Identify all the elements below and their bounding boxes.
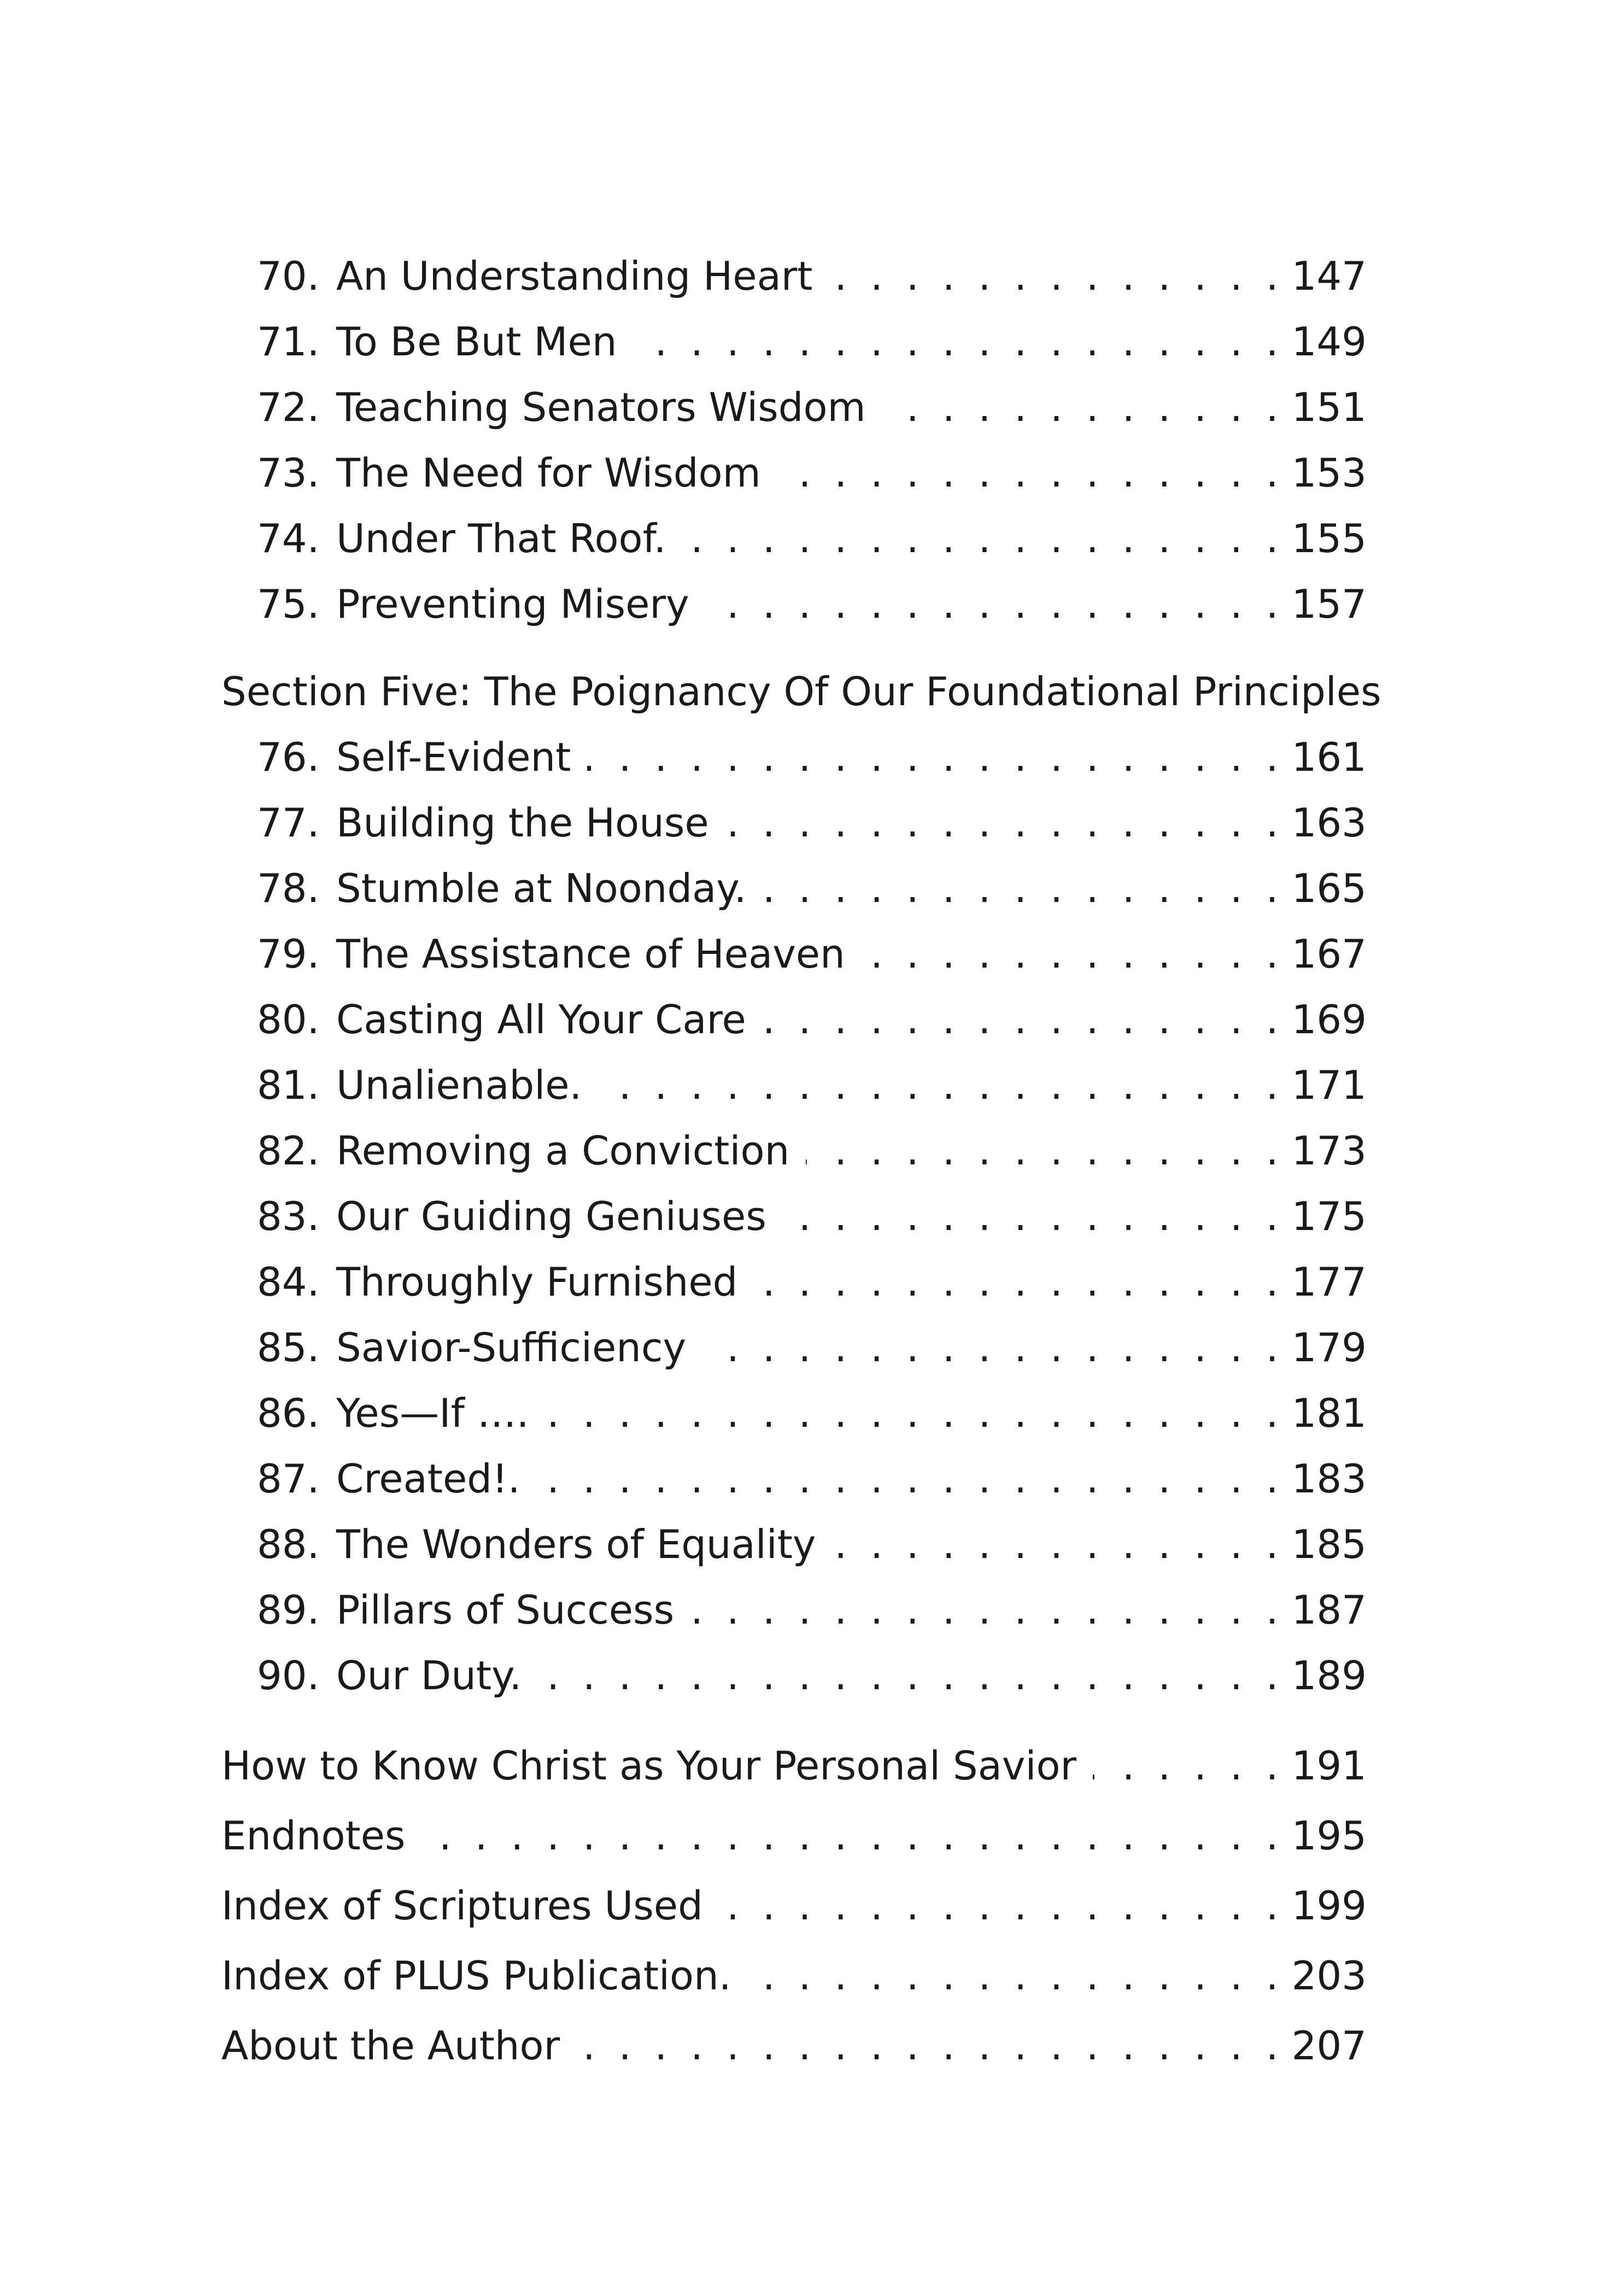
back-matter-page-number: 207	[1291, 2023, 1367, 2069]
toc-entry	[257, 727, 1367, 787]
entry-page-number: 187	[1291, 1587, 1367, 1633]
entry-page-number: 179	[1291, 1325, 1367, 1370]
toc-entry	[257, 1055, 1367, 1115]
entry-title: Our Guiding Geniuses	[336, 1193, 766, 1239]
entry-number: 72.	[257, 384, 320, 430]
entry-title: Preventing Misery	[336, 581, 689, 627]
back-matter-title: How to Know Christ as Your Personal Savior	[221, 1743, 1077, 1789]
toc-entry	[257, 1645, 1367, 1706]
dot-leader	[783, 1186, 1284, 1246]
toc-entry	[257, 989, 1367, 1050]
dot-leader	[683, 508, 1284, 569]
entry-number: 73.	[257, 450, 320, 496]
toc-entry	[257, 574, 1367, 634]
toc-entry	[257, 377, 1367, 437]
entry-title: Created!.	[336, 1456, 520, 1502]
toc-back-matter-entry	[221, 1946, 1367, 2006]
back-matter-page-number: 195	[1291, 1813, 1367, 1859]
back-matter-title: Index of Scriptures Used	[221, 1883, 703, 1929]
dot-leader	[763, 989, 1284, 1050]
back-matter-title: About the Author	[221, 2023, 560, 2069]
back-matter-page-number: 199	[1291, 1883, 1367, 1929]
toc-entry	[257, 924, 1367, 984]
entry-page-number: 149	[1291, 319, 1367, 365]
entry-title: To Be But Men	[336, 319, 617, 365]
section-heading: Section Five: The Poignancy Of Our Foundational Principles	[221, 669, 1381, 714]
dot-leader	[777, 443, 1284, 503]
dot-leader	[833, 1514, 1284, 1574]
toc-entry	[257, 246, 1367, 306]
entry-number: 76.	[257, 734, 320, 780]
dot-leader	[754, 1252, 1284, 1312]
dot-leader	[719, 1876, 1284, 1936]
entry-number: 88.	[257, 1521, 320, 1567]
entry-number: 78.	[257, 865, 320, 911]
dot-leader	[537, 1449, 1284, 1509]
dot-leader	[422, 1806, 1284, 1866]
entry-number: 89.	[257, 1587, 320, 1633]
entry-number: 81.	[257, 1062, 320, 1108]
toc-entry	[257, 1121, 1367, 1181]
dot-leader	[806, 1121, 1284, 1181]
entry-number: 85.	[257, 1325, 320, 1370]
entry-number: 75.	[257, 581, 320, 627]
entry-page-number: 155	[1291, 516, 1367, 561]
entry-title: Our Duty.	[336, 1653, 522, 1698]
entry-number: 90.	[257, 1653, 320, 1698]
entry-title: Under That Roof.	[336, 516, 666, 561]
entry-number: 77.	[257, 800, 320, 846]
toc-entry	[257, 1186, 1367, 1246]
entry-page-number: 171	[1291, 1062, 1367, 1108]
entry-page-number: 185	[1291, 1521, 1367, 1567]
dot-leader	[882, 377, 1284, 437]
entry-title: Removing a Conviction	[336, 1128, 790, 1174]
entry-page-number: 169	[1291, 997, 1367, 1042]
toc-back-matter-entry	[221, 2016, 1367, 2076]
entry-title: Building the House	[336, 800, 709, 846]
toc-entry	[257, 443, 1367, 503]
entry-title: Teaching Senators Wisdom	[336, 384, 866, 430]
entry-number: 83.	[257, 1193, 320, 1239]
entry-number: 84.	[257, 1259, 320, 1305]
entry-title: Self-Evident	[336, 734, 571, 780]
toc-entry	[257, 1449, 1367, 1509]
dot-leader	[546, 1383, 1284, 1443]
toc-entry	[257, 1514, 1367, 1574]
entry-page-number: 147	[1291, 253, 1367, 299]
entry-title: The Wonders of Equality	[336, 1521, 816, 1567]
entry-page-number: 181	[1291, 1390, 1367, 1436]
entry-number: 82.	[257, 1128, 320, 1174]
dot-leader	[829, 246, 1284, 306]
dot-leader	[576, 2016, 1284, 2076]
entry-title: Savior-Sufficiency	[336, 1325, 687, 1370]
dot-leader	[690, 1580, 1284, 1640]
entry-page-number: 175	[1291, 1193, 1367, 1239]
toc-entry	[257, 1317, 1367, 1378]
dot-leader	[725, 793, 1284, 853]
entry-title: Throughly Furnished	[336, 1259, 738, 1305]
dot-leader	[598, 1055, 1284, 1115]
entry-title: The Assistance of Heaven	[336, 931, 845, 977]
dot-leader	[702, 1317, 1284, 1378]
entry-page-number: 151	[1291, 384, 1367, 430]
entry-title: Unalienable.	[336, 1062, 582, 1108]
back-matter-page-number: 191	[1291, 1743, 1367, 1789]
entry-title: Stumble at Noonday.	[336, 865, 747, 911]
dot-leader	[763, 858, 1284, 918]
entry-number: 80.	[257, 997, 320, 1042]
entry-number: 79.	[257, 931, 320, 977]
entry-page-number: 173	[1291, 1128, 1367, 1174]
toc-entry	[257, 1383, 1367, 1443]
entry-title: An Understanding Heart	[336, 253, 813, 299]
dot-leader	[706, 574, 1284, 634]
entry-title: Yes—If ….	[336, 1390, 529, 1436]
toc-entry	[257, 858, 1367, 918]
toc-entry	[257, 312, 1367, 372]
entry-number: 70.	[257, 253, 320, 299]
dot-leader	[1093, 1736, 1284, 1796]
toc-back-matter-entry	[221, 1806, 1367, 1866]
dot-leader	[538, 1645, 1284, 1706]
entry-page-number: 189	[1291, 1653, 1367, 1698]
entry-number: 74.	[257, 516, 320, 561]
dot-leader	[633, 312, 1284, 372]
entry-page-number: 163	[1291, 800, 1367, 846]
toc-entry	[257, 1580, 1367, 1640]
entry-number: 71.	[257, 319, 320, 365]
entry-title: Casting All Your Care	[336, 997, 746, 1042]
entry-page-number: 153	[1291, 450, 1367, 496]
toc-back-matter-entry	[221, 1736, 1367, 1796]
entry-page-number: 167	[1291, 931, 1367, 977]
entry-page-number: 183	[1291, 1456, 1367, 1502]
entry-page-number: 165	[1291, 865, 1367, 911]
dot-leader	[587, 727, 1284, 787]
toc-entry	[257, 508, 1367, 569]
back-matter-title: Index of PLUS Publication.	[221, 1953, 731, 1999]
toc-back-matter-entry	[221, 1876, 1367, 1936]
entry-number: 86.	[257, 1390, 320, 1436]
back-matter-title: Endnotes	[221, 1813, 406, 1859]
toc-entry	[257, 1252, 1367, 1312]
entry-title: The Need for Wisdom	[336, 450, 761, 496]
entry-page-number: 157	[1291, 581, 1367, 627]
toc-entry	[257, 793, 1367, 853]
dot-leader	[862, 924, 1284, 984]
entry-page-number: 177	[1291, 1259, 1367, 1305]
dot-leader	[748, 1946, 1284, 2006]
entry-number: 87.	[257, 1456, 320, 1502]
entry-title: Pillars of Success	[336, 1587, 675, 1633]
back-matter-page-number: 203	[1291, 1953, 1367, 1999]
entry-page-number: 161	[1291, 734, 1367, 780]
